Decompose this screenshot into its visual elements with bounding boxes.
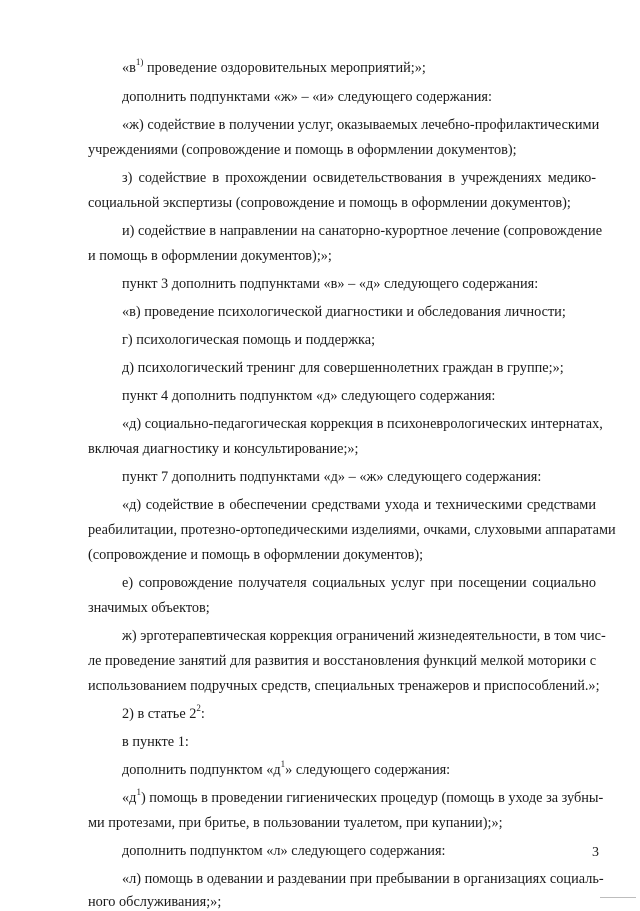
paragraph-z-line1: з) содействие в прохождении освидетельствования в учреждениях медико- <box>122 170 596 186</box>
paragraph-d-correction-line1: «д) социально-педагогическая коррекция в психоневрологических интернатах, <box>122 416 603 432</box>
paragraph-zh-line2: учреждениями (сопровождение и помощь в оформлении документов); <box>88 142 517 158</box>
paragraph-e-line2: значимых объектов; <box>88 600 210 616</box>
paragraph-d-training: д) психологический тренинг для совершеннолетних граждан в группе;»; <box>122 360 564 376</box>
paragraph-article22: 2) в статье $2^2$: <box>122 703 205 722</box>
paragraph-item7: пункт 7 дополнить подпунктами «д» – «ж» следующего содержания: <box>122 469 542 485</box>
paragraph-add-l: дополнить подпунктом «л» следующего содержания: <box>122 843 446 859</box>
paragraph-d-means-line2: реабилитации, протезно-ортопедическими изделиями, очками, слуховыми аппаратами <box>88 522 616 538</box>
paragraph-i-line1: и) содействие в направлении на санаторно-курортное лечение (сопровождение <box>122 223 603 239</box>
paragraph-add-zh-i: дополнить подпунктами «ж» – «и» следующего содержания: <box>122 89 492 105</box>
paragraph-d-correction-line2: включая диагностику и консультирование;»; <box>88 441 359 457</box>
paragraph-zh-ergo-line2: ле проведение занятий для развития и восстановления функций мелкой моторики с <box>88 653 597 669</box>
paragraph-l-line1: «л) помощь в одевании и раздевании при пребывании в организациях социаль- <box>122 871 604 887</box>
paragraph-d-means-line1: «д) содействие в обеспечении средствами ухода и техническими средствами <box>122 497 596 513</box>
paragraph-d1-line2: ми протезами, при бритье, в пользовании туалетом, при купании);»; <box>88 815 503 831</box>
paragraph-l-line2: ного обслуживания;»; <box>88 894 222 910</box>
paragraph-point1: в пункте 1: <box>122 734 189 750</box>
page-number: 3 <box>592 845 599 860</box>
paragraph-v1: «$в^{1)}$ проведение оздоровительных мероприятий;»; <box>122 57 426 76</box>
paragraph-add-d1: дополнить подпунктом «$д^1$» следующего содержания: <box>122 759 451 778</box>
paragraph-item3: пункт 3 дополнить подпунктами «в» – «д» следующего содержания: <box>122 276 539 292</box>
paragraph-d-means-line3: (сопровождение и помощь в оформлении документов); <box>88 547 424 563</box>
paragraph-z-line2: социальной экспертизы (сопровождение и помощь в оформлении документов); <box>88 195 571 211</box>
paragraph-e-line1: е) сопровождение получателя социальных услуг при посещении социально <box>122 575 596 591</box>
paragraph-item4: пункт 4 дополнить подпунктом «д» следующего содержания: <box>122 388 496 404</box>
paragraph-d1-line1: «$д^1$) помощь в проведении гигиенических процедур (помощь в уходе за зубны- <box>122 787 604 806</box>
paragraph-zh-ergo-line1: ж) эрготерапевтическая коррекция ограничений жизнедеятельности, в том чис- <box>122 628 606 644</box>
paragraph-g: г) психологическая помощь и поддержка; <box>122 332 376 348</box>
bottom-divider <box>600 897 636 898</box>
paragraph-v: «в) проведение психологической диагностики и обследования личности; <box>122 304 566 320</box>
paragraph-zh-ergo-line3: использованием подручных средств, специальных тренажеров и приспособлений.»; <box>88 678 600 694</box>
paragraph-i-line2: и помощь в оформлении документов);»; <box>88 248 332 264</box>
paragraph-zh-line1: «ж) содействие в получении услуг, оказываемых лечебно-профилактическими <box>122 117 600 133</box>
